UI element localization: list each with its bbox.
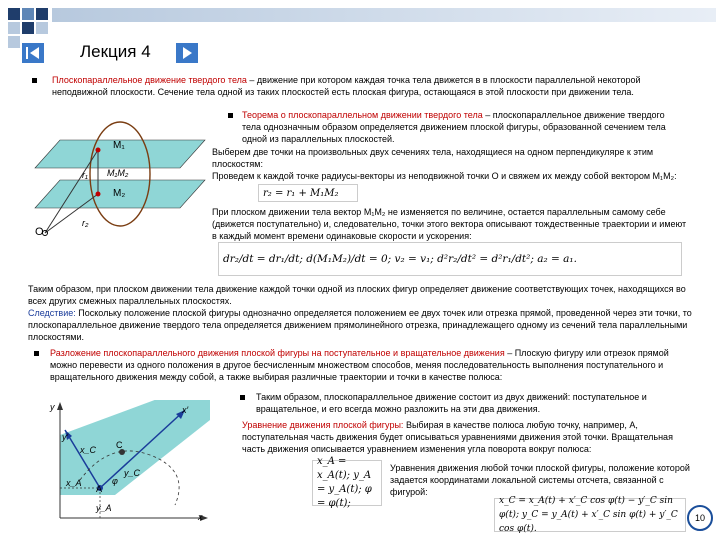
para-thus <box>28 283 696 343</box>
body-diagram <box>30 118 210 248</box>
para-decomposition <box>50 347 690 383</box>
label-m1m2: M₁M₂ <box>107 168 129 178</box>
decor-square-mid-1 <box>22 8 34 20</box>
label-xa: x_A <box>66 478 82 488</box>
formula-derivatives: dr₂/dt = dr₁/dt; d(M₁M₂)/dt = 0; v₂ = v₁; d²r₂/dt² = d²r₁/dt²; a₂ = a₁. <box>218 242 682 276</box>
bullet-2 <box>228 113 233 118</box>
bullet-1 <box>32 78 37 83</box>
label-phi: φ <box>112 476 118 486</box>
label-x-axis: x <box>198 512 203 522</box>
decor-square-dark-1 <box>8 8 20 20</box>
formula-plane-motion: x_A = x_A(t); y_A = y_A(t); φ = φ(t); <box>312 460 382 506</box>
label-yprime: y′ <box>62 432 69 442</box>
definition-text: – движение при котором каждая точка тела движется в в плоскости параллельной некоторой неподвижной плоскости. Сечение тела одной из таких плоскостей есть плоская фигура, остающаяся в этой плоскости при движении тела. <box>52 75 641 97</box>
theorem-term: Теорема о плоскопараллельном движении твердого тела <box>242 110 483 120</box>
para-vector-note: При плоском движении тела вектор М₁М₂ не изменяется по величине, остается параллельным самому себе (движется поступательно) и, следовательно, точки этого вектора описывают тождественные траектории и имеют в каждый момент времени одинаковые скорости и ускорения: <box>212 207 687 241</box>
para-equations <box>242 419 692 455</box>
label-m2: M₂ <box>113 188 126 199</box>
nav-next-button[interactable] <box>176 43 198 63</box>
para-thus-two: Таким образом, плоскопараллельное движение состоит из двух движений: поступательное и вращательное, и его всегда можно разложить на эти два движения. <box>256 392 647 414</box>
thus-text-2: Поскольку положение плоской фигуры однозначно определяется положением ее двух точек или отрезка прямой, проведенной через эти точки, то плоскопараллельное движение твердого тела определяется движением прямолинейного отрезка, принадлежащего одному из сечений тела параллельными плоскостями. <box>28 308 692 342</box>
plane-figure-diagram <box>40 400 210 525</box>
nav-first-icon <box>22 43 44 63</box>
label-y-axis: y <box>50 402 55 412</box>
decor-square-dark-2 <box>36 8 48 20</box>
para-any-point: Уравнения движения любой точки плоской фигуры, положение которой задается координатами локальной системы отсчета, связанной с фигурой: <box>390 463 690 497</box>
formula-point-motion: x_C = x_A(t) + x′_C cos φ(t) − y′_C sin φ(t); y_C = y_A(t) + x′_C sin φ(t) + y′_C cos φ(t). <box>494 498 686 532</box>
label-ya: y_A <box>96 503 112 513</box>
equations-text: Выбирая в качестве полюса любую точку, например, А, поступательная часть движения будет описываться уравнениями движения этой точки. Вращательная часть движения описывается уравнением изменения угла поворота вокруг полюса: <box>242 420 673 454</box>
decor-bar-light <box>8 36 20 48</box>
bullet-4 <box>240 395 245 400</box>
decor-square-light-2 <box>36 22 48 34</box>
nav-next-icon <box>176 43 198 63</box>
definition-term: Плоскопараллельное движение твердого тела <box>52 75 247 85</box>
page-title: Лекция 4 <box>80 42 151 61</box>
label-o: O <box>35 226 44 238</box>
theorem-text: – плоскопараллельное движение твердого тела однозначным образом определяется движением плоской фигуры, образованной сечением тела одной из параллельных плоскостей. <box>242 110 666 144</box>
consequence-label: Следствие: <box>28 308 76 318</box>
decomposition-text: – Плоскую фигуру или отрезок прямой можно перевести из одного положения в другое бесчисленным множеством способов, меняя последовательность выполнения поступательного и вращательного движения между собой, а также выбирая различные траектории и точки в качестве полюса: <box>50 348 669 382</box>
label-xc: x_C <box>80 445 97 455</box>
decor-bar <box>52 8 716 22</box>
decomposition-term: Разложение плоскопараллельного движения плоской фигуры на поступательное и вращательное движения <box>50 348 505 358</box>
label-r2: r₂ <box>82 218 89 228</box>
para-theorem <box>242 109 682 145</box>
equations-term: Уравнение движения плоской фигуры: <box>242 420 404 430</box>
page-number: 10 <box>687 505 713 531</box>
formula-r2: r₂ = r₁ + M₁M₂ <box>258 184 358 202</box>
thus-text-1: Таким образом, при плоском движении тела движение каждой точки одной из плоских фигур определяет движение соответствующих точек, находящихся во всех других смежных параллельных плоскостях. <box>28 284 686 306</box>
para-choose-points: Выберем две точки на произвольных двух сечениях тела, находящиеся на одном перпендикуляре к этим плоскостям: <box>212 147 654 169</box>
label-yc: y_C <box>124 468 141 478</box>
decor-square-light-1 <box>8 22 20 34</box>
label-m1: M₁ <box>113 140 125 151</box>
para-radius-vectors: Проведем к каждой точке радиусы-векторы из неподвижной точки О и свяжем их между собой вектором М₁М₂: <box>212 171 677 181</box>
bullet-3 <box>34 351 39 356</box>
decor-square-dark-3 <box>22 22 34 34</box>
para-definition <box>52 74 692 98</box>
nav-first-button[interactable] <box>22 43 44 63</box>
label-c: C <box>116 440 123 450</box>
label-r1: r₁ <box>82 170 88 180</box>
label-xprime: x′ <box>182 405 189 415</box>
label-a: A <box>96 484 103 494</box>
